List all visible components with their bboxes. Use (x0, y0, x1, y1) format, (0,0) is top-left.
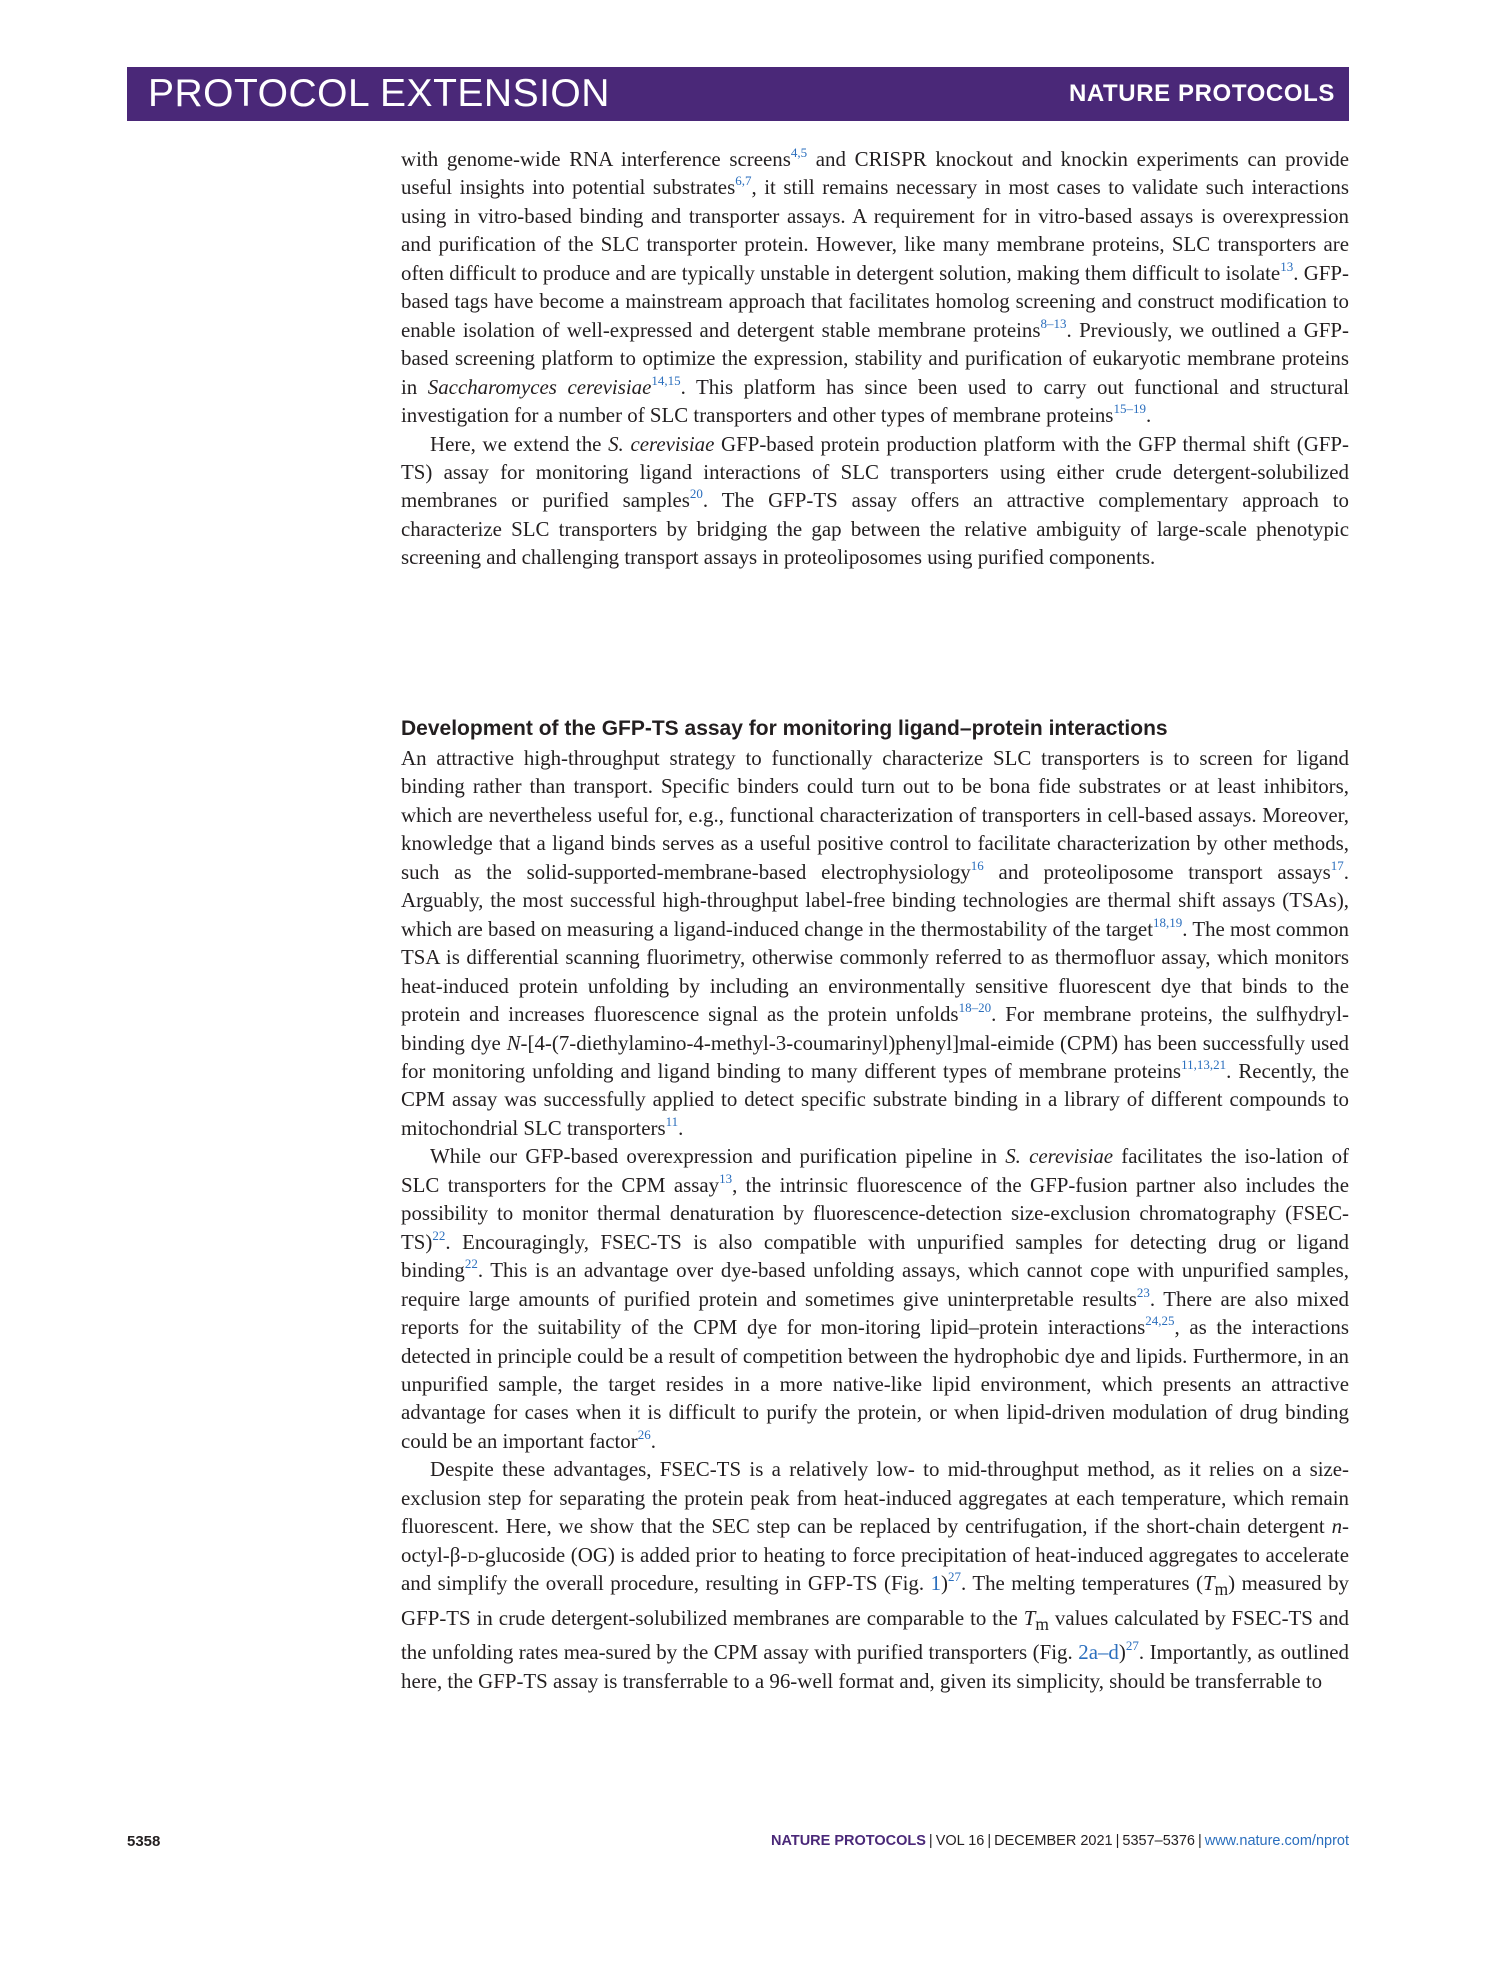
footer-citation: NATURE PROTOCOLS | VOL 16 | DECEMBER 2021 | 5357–5376 | www.nature.com/nprot (770, 1833, 1349, 1849)
figure-link[interactable]: 1 (930, 1571, 942, 1596)
reference-link[interactable]: 17 (1330, 857, 1344, 873)
reference-link[interactable]: 23 (1136, 1284, 1150, 1300)
reference-link[interactable]: 13 (719, 1170, 733, 1186)
page-number: 5358 (127, 1833, 161, 1850)
reference-link[interactable]: 18–20 (958, 1000, 992, 1016)
reference-link[interactable]: 22 (464, 1256, 478, 1272)
reference-link[interactable]: 14,15 (651, 372, 681, 388)
reference-link[interactable]: 18,19 (1153, 914, 1183, 930)
section-text (401, 744, 1349, 1695)
reference-link[interactable]: 11,13,21 (1181, 1056, 1227, 1072)
reference-link[interactable]: 15–19 (1113, 401, 1146, 417)
paragraph: An attractive high-throughput strategy to functionally characterize SLC transporters is to screen for ligand binding rather than transport. Specific binders could turn out to be bona fide substrates or at least inhibitors, which are nevertheless useful for, e.g., functional characterization of transporters in cell-based assays. Moreover, knowledge that a ligand binds serves as a useful positive control to facilitate characterization by other methods, such as the solid-supported-membrane-based electrophysiology$^{16}$ and proteoliposome transport assays$^{17}$. Arguably, the most successful high-throughput label-free binding technologies are thermal shift assays (TSAs), which are based on measuring a ligand-induced change in the thermostability of the target$^{18,19}$. The most common TSA is differential scanning fluorimetry, otherwise commonly referred to as thermofluor assay, which monitors heat-induced protein unfolding by including an environmentally sensitive fluorescent dye that binds to the protein and increases fluorescence signal as the protein unfolds$^{18-20}$. For membrane proteins, the sulfhydryl-binding dye N-[4-(7-diethylamino-4-methyl-3-coumarinyl)phenyl]mal-eimide (CPM) has been successfully used for monitoring unfolding and ligand binding to many different types of membrane proteins$^{11,13,21}$. Recently, the CPM assay was successfully applied to detect specific substrate binding in a library of different compounds to mitochondrial SLC transporters$^{11}$. (401, 746, 1350, 1140)
section-label: PROTOCOL EXTENSION (148, 72, 610, 115)
reference-link[interactable]: 27 (947, 1569, 961, 1585)
reference-link[interactable]: 16 (970, 857, 984, 873)
intro-text (401, 145, 1349, 572)
footer-issue: DECEMBER 2021 (994, 1833, 1113, 1849)
section-heading: Development of the GFP-TS assay for monitoring ligand–protein interactions (401, 717, 1168, 740)
footer-journal: NATURE PROTOCOLS (770, 1833, 926, 1849)
figure-link[interactable]: 2a–d (1078, 1640, 1119, 1665)
paragraph: Here, we extend the S. cerevisiae GFP-based protein production platform with the GFP thermal shift (GFP-TS) assay for monitoring ligand interactions of SLC transporters using either crude detergent-solubilized membranes or purified samples$^{20}$. The GFP-TS assay offers an attractive complementary approach to characterize SLC transporters by bridging the gap between the relative ambiguity of large-scale phenotypic screening and challenging transport assays in proteoliposomes using purified components. (401, 431, 1350, 570)
reference-link[interactable]: 24,25 (1145, 1313, 1175, 1329)
reference-link[interactable]: 6,7 (735, 173, 752, 189)
reference-link[interactable]: 20 (689, 486, 703, 502)
header-bar (127, 67, 1349, 121)
reference-link[interactable]: 13 (1280, 258, 1294, 274)
journal-label: NATURE PROTOCOLS (1068, 80, 1335, 107)
paragraph: While our GFP-based overexpression and purification pipeline in S. cerevisiae facilitates the iso-lation of SLC transporters for the CPM assay$^{13}$, the intrinsic fluorescence of the GFP-fusion partner also includes the possibility to monitor thermal denaturation by fluorescence-detection size-exclusion chromatography (FSEC-TS)$^{22}$. Encouragingly, FSEC-TS is also compatible with unpurified samples for detecting drug or ligand binding$^{22}$. This is an advantage over dye-based unfolding assays, which cannot cope with unpurified samples, require large amounts of purified protein and sometimes give uninterpretable results$^{23}$. There are also mixed reports for the suitability of the CPM dye for mon-itoring lipid–protein interactions$^{24,25}$, as the interactions detected in principle could be a result of competition between the hydrophobic dye and lipids. Furthermore, in an unpurified sample, the target resides in a more native-like lipid environment, which presents an attractive advantage for cases when it is difficult to purify the protein, or when lipid-driven modulation of drug binding could be an important factor$^{26}$. (401, 1144, 1350, 1453)
reference-link[interactable]: 11 (665, 1113, 679, 1129)
reference-link[interactable]: 26 (637, 1426, 651, 1442)
journal-url-link[interactable]: www.nature.com/nprot (1204, 1833, 1349, 1849)
footer-pages: 5357–5376 (1122, 1833, 1195, 1849)
reference-link[interactable]: 22 (432, 1227, 446, 1243)
footer-volume: VOL 16 (935, 1833, 985, 1849)
paragraph: Despite these advantages, FSEC-TS is a relatively low- to mid-throughput method, as it relies on a size-exclusion step for separating the protein peak from heat-induced aggregates at each temperature, which remain fluorescent. Here, we show that the SEC step can be replaced by centrifugation, if the short-chain detergent n-octyl-β-d-glucoside (OG) is added prior to heating to force precipitation of heat-induced aggregates to accelerate and simplify the overall procedure, resulting in GFP-TS (Fig. 1)$^{27}$. The melting temperatures $(T_m)$ measured by GFP-TS in crude detergent-solubilized membranes are comparable to the $T_m$ values calculated by FSEC-TS and the unfolding rates mea-sured by the CPM assay with purified transporters (Fig. 2a–d)$^{27}$. Importantly, as outlined here, the GFP-TS assay is transferrable to a 96-well format and, given its simplicity, should be transferrable to (401, 1457, 1350, 1693)
reference-link[interactable]: 4,5 (790, 145, 808, 160)
reference-link[interactable]: 8–13 (1040, 315, 1067, 331)
paragraph: with genome-wide RNA interference screens$^{4,5}$ and CRISPR knockout and knockin experiments can provide useful insights into potential substrates$^{6,7}$, it still remains necessary in most cases to validate such interactions using in vitro-based binding and transporter assays. A requirement for in vitro-based assays is overexpression and purification of the SLC transporter protein. However, like many membrane proteins, SLC transporters are often difficult to produce and are typically unstable in detergent solution, making them difficult to isolate$^{13}$. GFP-based tags have become a mainstream approach that facilitates homolog screening and construct modification to enable isolation of well-expressed and detergent stable membrane proteins$^{8-13}$. Previously, we outlined a GFP-based screening platform to optimize the expression, stability and purification of eukaryotic membrane proteins in Saccharomyces cerevisiae$^{14,15}$. This platform has since been used to carry out functional and structural investigation for a number of SLC transporters and other types of membrane proteins$^{15-19}$. (401, 145, 1350, 428)
reference-link[interactable]: 27 (1125, 1638, 1139, 1654)
